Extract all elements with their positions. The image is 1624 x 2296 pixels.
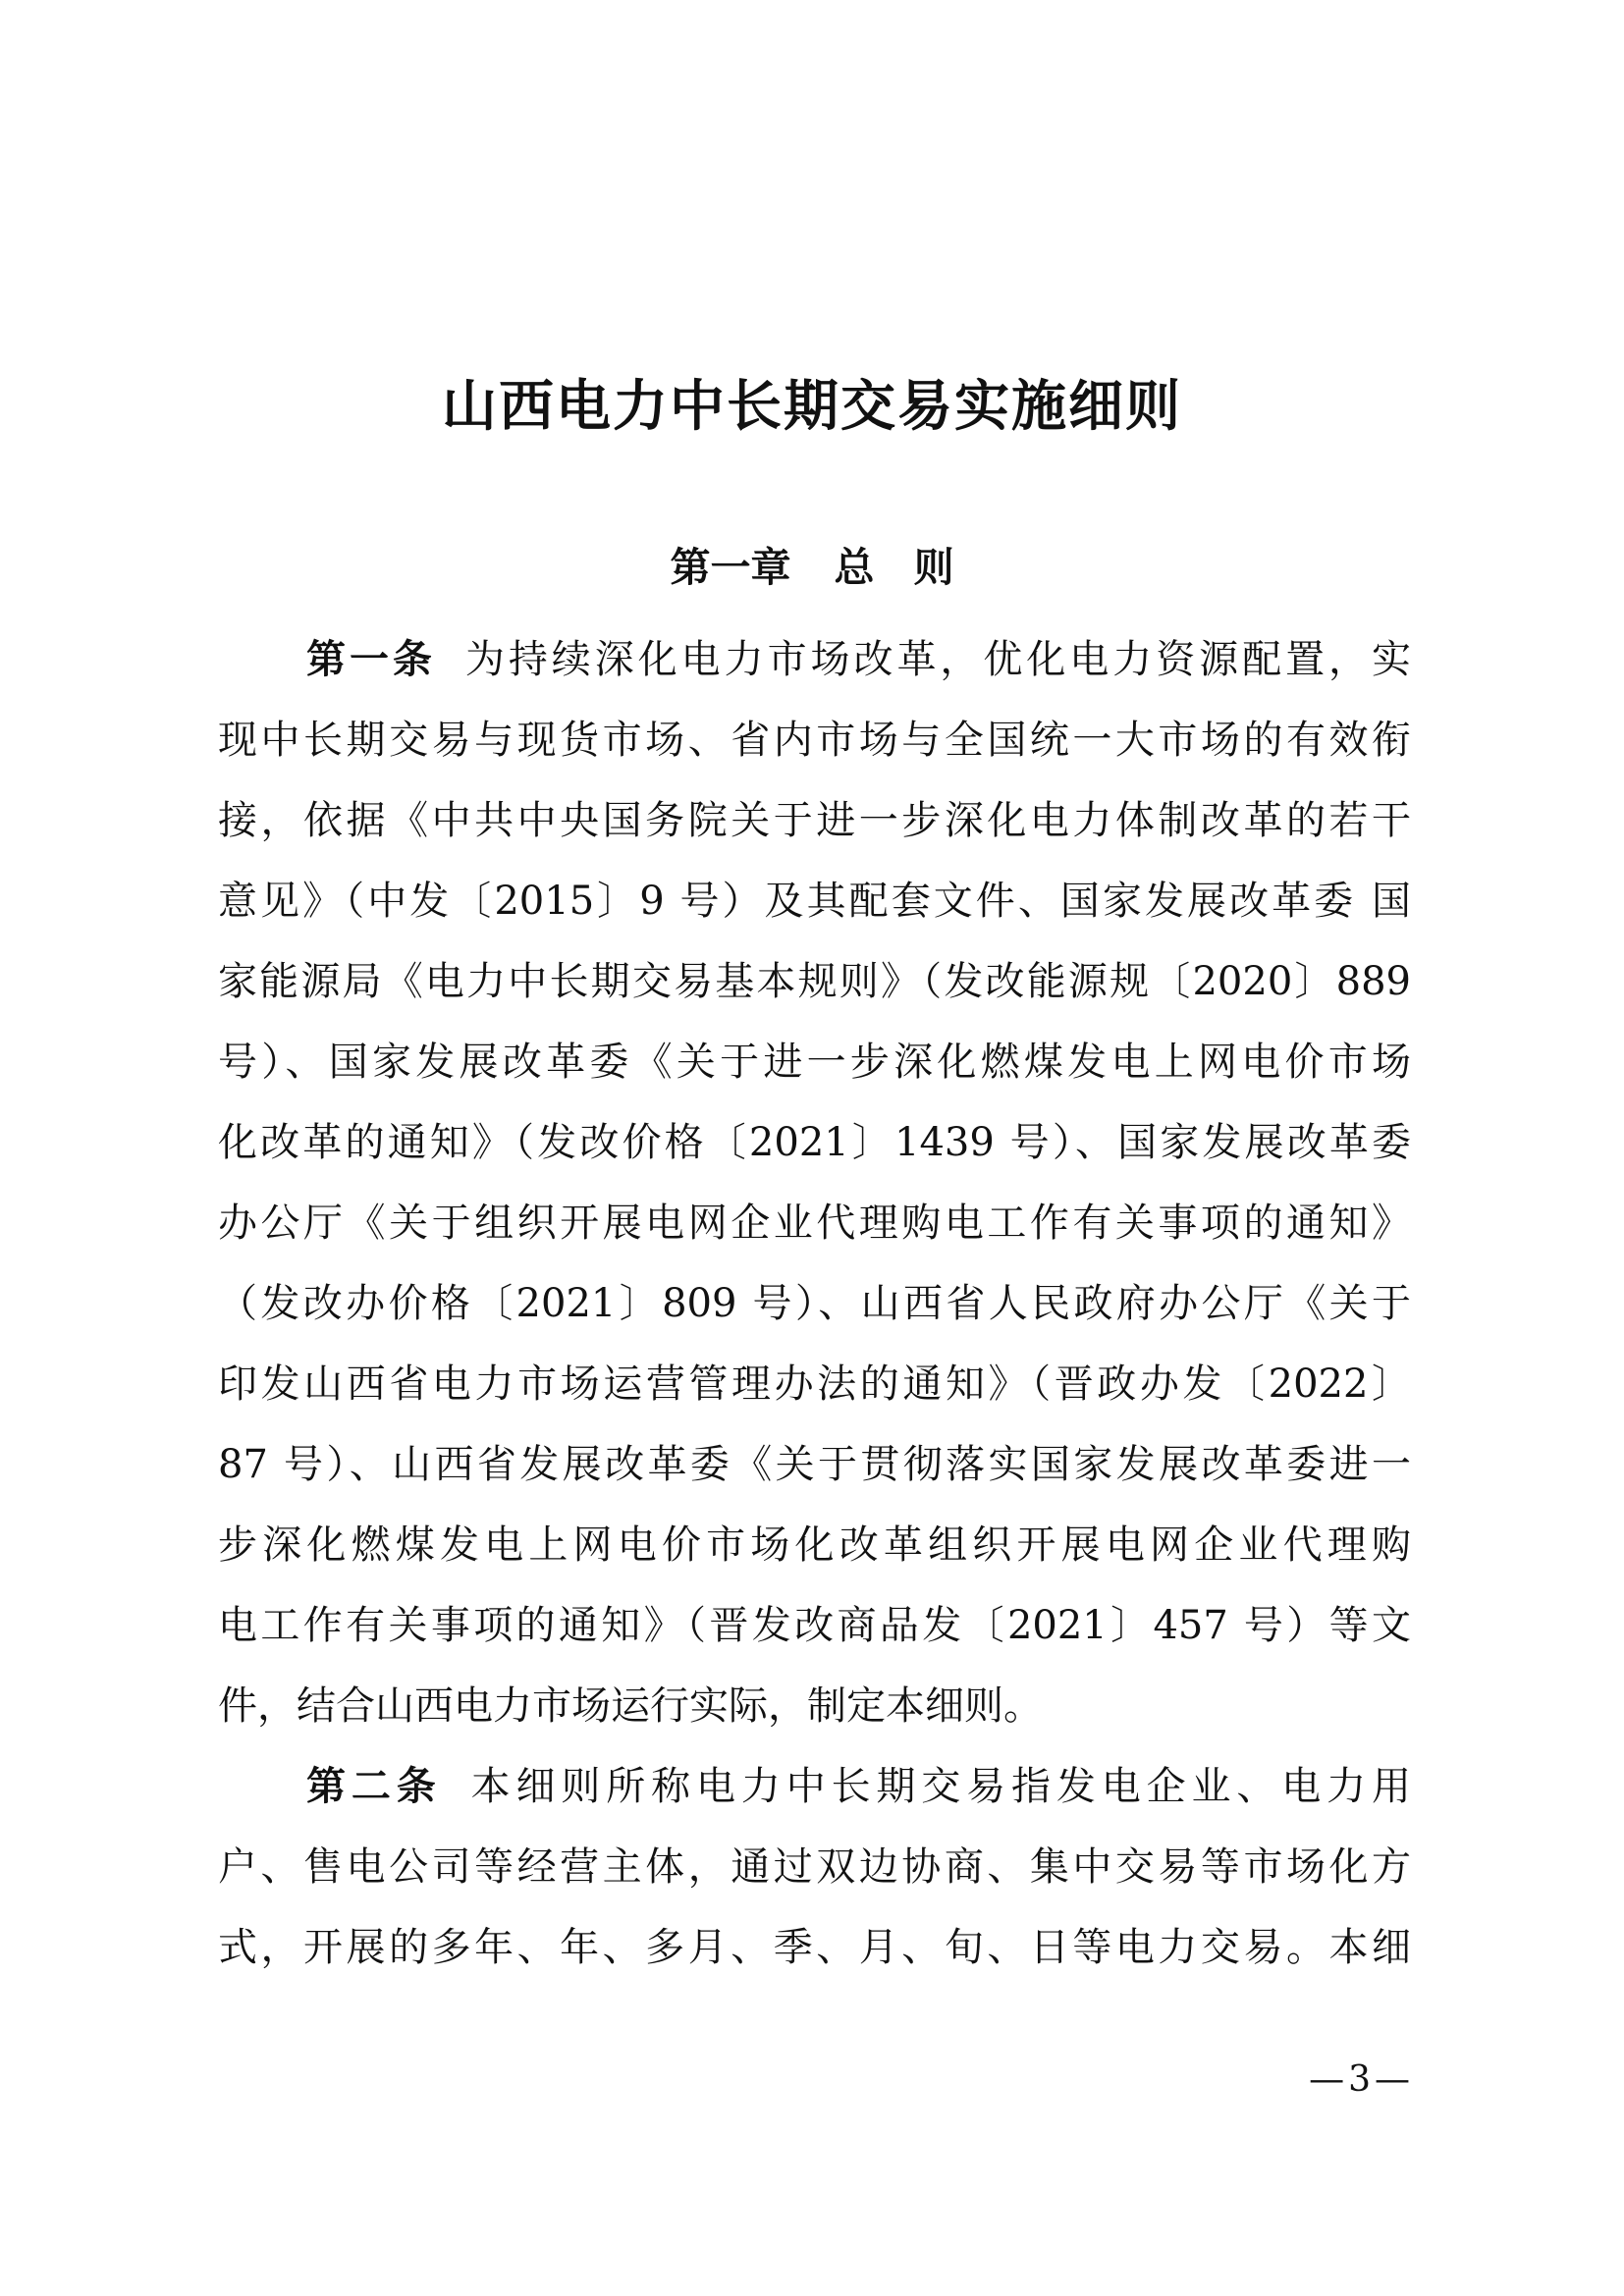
article-1-line: 步深化燃煤发电上网电价市场化改革组织开展电网企业代理购 [218, 1522, 1411, 1568]
article-1-line: 化改革的通知》（发改价格〔2021〕1439 号）、国家发展改革委 [218, 1120, 1411, 1165]
article-1-line: 号）、国家发展改革委《关于进一步深化燃煤发电上网电价市场 [218, 1040, 1411, 1085]
article-1-label: 第一条 [306, 636, 436, 682]
article-2-line: 式，开展的多年、年、多月、季、月、旬、日等电力交易。本细 [218, 1925, 1411, 1970]
article-1-first-line-text: 为持续深化电力市场改革，优化电力资源配置，实 [464, 637, 1411, 682]
article-1-line: 现中长期交易与现货市场、省内市场与全国统一大市场的有效衔 [218, 718, 1411, 763]
article-1-first-line [218, 619, 1411, 700]
article-2-label: 第二条 [306, 1763, 442, 1809]
article-2-first-line [218, 1746, 1411, 1827]
article-1-line: 接，依据《中共中央国务院关于进一步深化电力体制改革的若干 [218, 798, 1411, 843]
article-1-line: 87 号）、山西省发展改革委《关于贯彻落实国家发展改革委进一 [218, 1442, 1411, 1487]
page-number: —3— [1309, 2059, 1414, 2100]
article-1-line: 件，结合山西电力市场运行实际，制定本细则。 [218, 1683, 1043, 1729]
chapter-title-part2: 则 [913, 544, 954, 591]
chapter-heading [0, 535, 1624, 593]
article-2-first-line-text: 本细则所称电力中长期交易指发电企业、电力用 [470, 1764, 1412, 1809]
article-1-line: 意见》（中发〔2015〕9 号）及其配套文件、国家发展改革委 国 [218, 879, 1411, 924]
document-body [218, 619, 1411, 1988]
document-title: 山西电力中长期交易实施细则 [442, 374, 1182, 439]
article-1-line: 办公厅《关于组织开展电网企业代理购电工作有关事项的通知》 [218, 1201, 1411, 1246]
article-1-line: 电工作有关事项的通知》（晋发改商品发〔2021〕457 号）等文 [218, 1603, 1411, 1648]
article-1-line: 家能源局《电力中长期交易基本规则》（发改能源规〔2020〕889 [218, 959, 1411, 1004]
chapter-number: 第一章 [670, 544, 791, 591]
chapter-title-part1: 总 [834, 544, 875, 591]
article-1-line: 印发山西省电力市场运营管理办法的通知》（晋政办发〔2022〕 [218, 1362, 1411, 1407]
article-1-line: （发改办价格〔2021〕809 号）、山西省人民政府办公厅《关于 [218, 1281, 1411, 1326]
article-2-line: 户、售电公司等经营主体，通过双边协商、集中交易等市场化方 [218, 1844, 1411, 1890]
